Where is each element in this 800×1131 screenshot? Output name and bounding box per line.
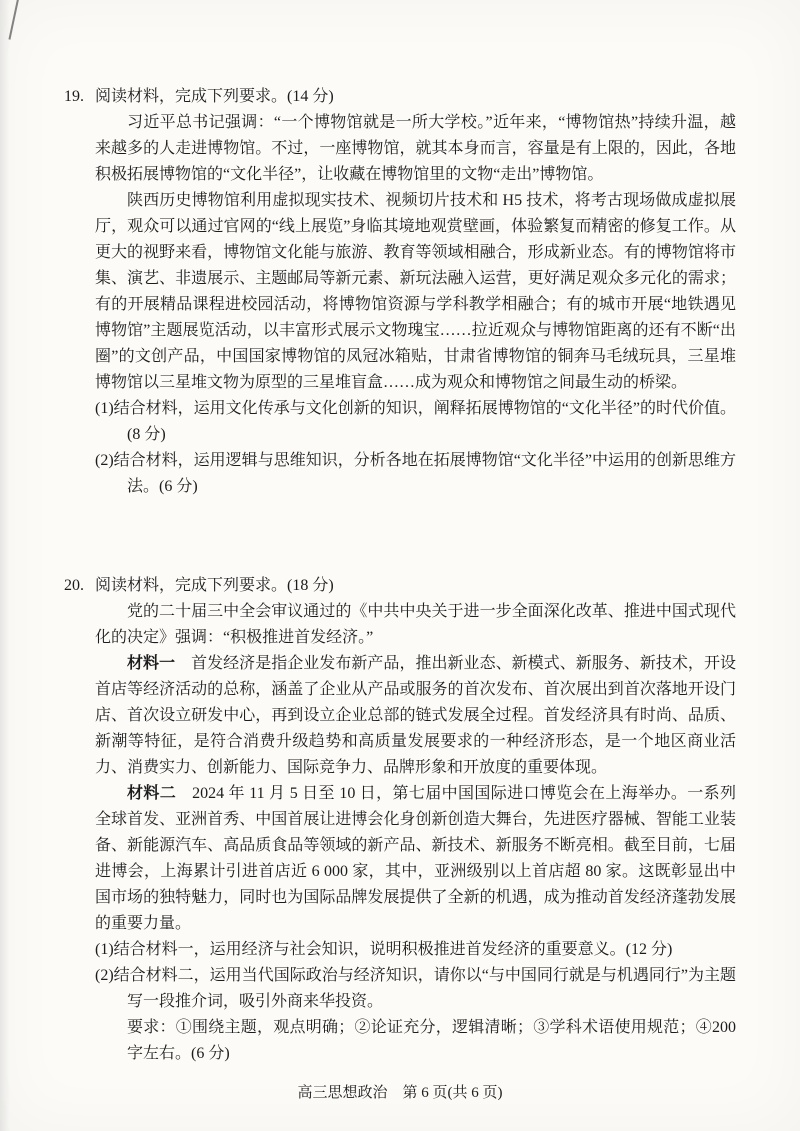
q19-subquestion-1: (1)结合材料，运用文化传承与文化创新的知识，阐释拓展博物馆的“文化半径”的时代价值。(8 分)	[95, 400, 736, 443]
scan-mark	[8, 0, 19, 40]
question-19-header	[64, 84, 736, 110]
question-20-header	[64, 573, 736, 599]
scan-edge-shading	[0, 0, 10, 1131]
q20-requirements: 要求：①围绕主题，观点明确；②论证充分，逻辑清晰；③学科术语使用规范；④200 字左右。(6 分)	[127, 1019, 736, 1062]
question-19-title: 阅读材料，完成下列要求。(14 分)	[95, 88, 334, 105]
material-1-text: 首发经济是指企业发布新产品，推出新业态、新模式、新服务、新技术，开设首店等经济活动的总称，涵盖了企业从产品或服务的首次发布、首次展出到首次落地开设门店、首次设立研发中心，再到设立企业总部的链式发展全过程。首发经济具有时尚、品质、新潮等特征，是符合消费升级趋势和高质量发展要求的一种经济形态，是一个地区商业活力、消费实力、创新能力、国际竞争力、品牌形象和开放度的重要体现。	[95, 655, 736, 776]
material-2-label: 材料二	[127, 785, 177, 802]
page-footer: 高三思想政治 第 6 页(共 6 页)	[297, 1085, 503, 1101]
q19-paragraph-1: 习近平总书记强调：“一个博物馆就是一所大学校。”近年来，“博物馆热”持续升温，越来越多的人走进博物馆。不过，一座博物馆，就其本身而言，容量是有上限的，因此，各地积极拓展博物馆的“文化半径”，让收藏在博物馆里的文物“走出”博物馆。	[95, 114, 736, 183]
question-20-number: 20.	[64, 577, 84, 594]
q19-subquestion-2: (2)结合材料，运用逻辑与思维知识，分析各地在拓展博物馆“文化半径”中运用的创新思维方法。(6 分)	[95, 452, 736, 495]
question-20-body	[95, 599, 736, 1067]
question-19-section	[64, 84, 736, 500]
q20-intro-paragraph: 党的二十届三中全会审议通过的《中共中央关于进一步全面深化改革、推进中国式现代化的决定》强调：“积极推进首发经济。”	[95, 603, 736, 646]
question-20-section	[64, 573, 736, 1067]
q20-subquestion-1: (1)结合材料一，运用经济与社会知识，说明积极推进首发经济的重要意义。(12 分)	[95, 941, 673, 958]
question-19-number: 19.	[64, 88, 84, 105]
q20-material-1	[95, 651, 736, 781]
q20-material-2	[95, 781, 736, 937]
question-20-title: 阅读材料，完成下列要求。(18 分)	[95, 577, 334, 594]
material-2-text: 2024 年 11 月 5 日至 10 日，第七届中国国际进口博览会在上海举办。一系列全球首发、亚洲首秀、中国首展让进博会化身创新创造大舞台，先进医疗器械、智能工业装备、新能源汽车、高品质食品等领域的新产品、新技术、新服务不断亮相。截至目前，七届进博会，上海累计引进首店近 6 000 家，其中，亚洲级别以上首店超 80 家。这既彰显出中国市场的独特魅力，同时也为国际品牌发展提供了全新的机遇，成为推动首发经济蓬勃发展的重要力量。	[95, 785, 736, 932]
material-1-label: 材料一	[127, 655, 176, 672]
q20-subquestion-2: (2)结合材料二，运用当代国际政治与经济知识，请你以“与中国同行就是与机遇同行”为主题写一段推介词，吸引外商来华投资。	[95, 967, 736, 1010]
question-19-body	[95, 110, 736, 500]
q19-paragraph-2: 陕西历史博物馆利用虚拟现实技术、视频切片技术和 H5 技术，将考古现场做成虚拟展厅，观众可以通过官网的“线上展览”身临其境地观赏壁画，体验繁复而精密的修复工作。从更大的视野来看，博物馆文化能与旅游、教育等领域相融合，形成新业态。有的博物馆将市集、演艺、非遗展示、主题邮局等新元素、新玩法融入运营，更好满足观众多元化的需求；有的开展精品课程进校园活动，将博物馆资源与学科教学相融合；有的城市开展“地铁遇见博物馆”主题展览活动，以丰富形式展示文物瑰宝……拉近观众与博物馆距离的还有不断“出圈”的文创产品，中国国家博物馆的凤冠冰箱贴，甘肃省博物馆的铜奔马毛绒玩具，三星堆博物馆以三星堆文物为原型的三星堆盲盒……成为观众和博物馆之间最生动的桥梁。	[95, 192, 736, 391]
